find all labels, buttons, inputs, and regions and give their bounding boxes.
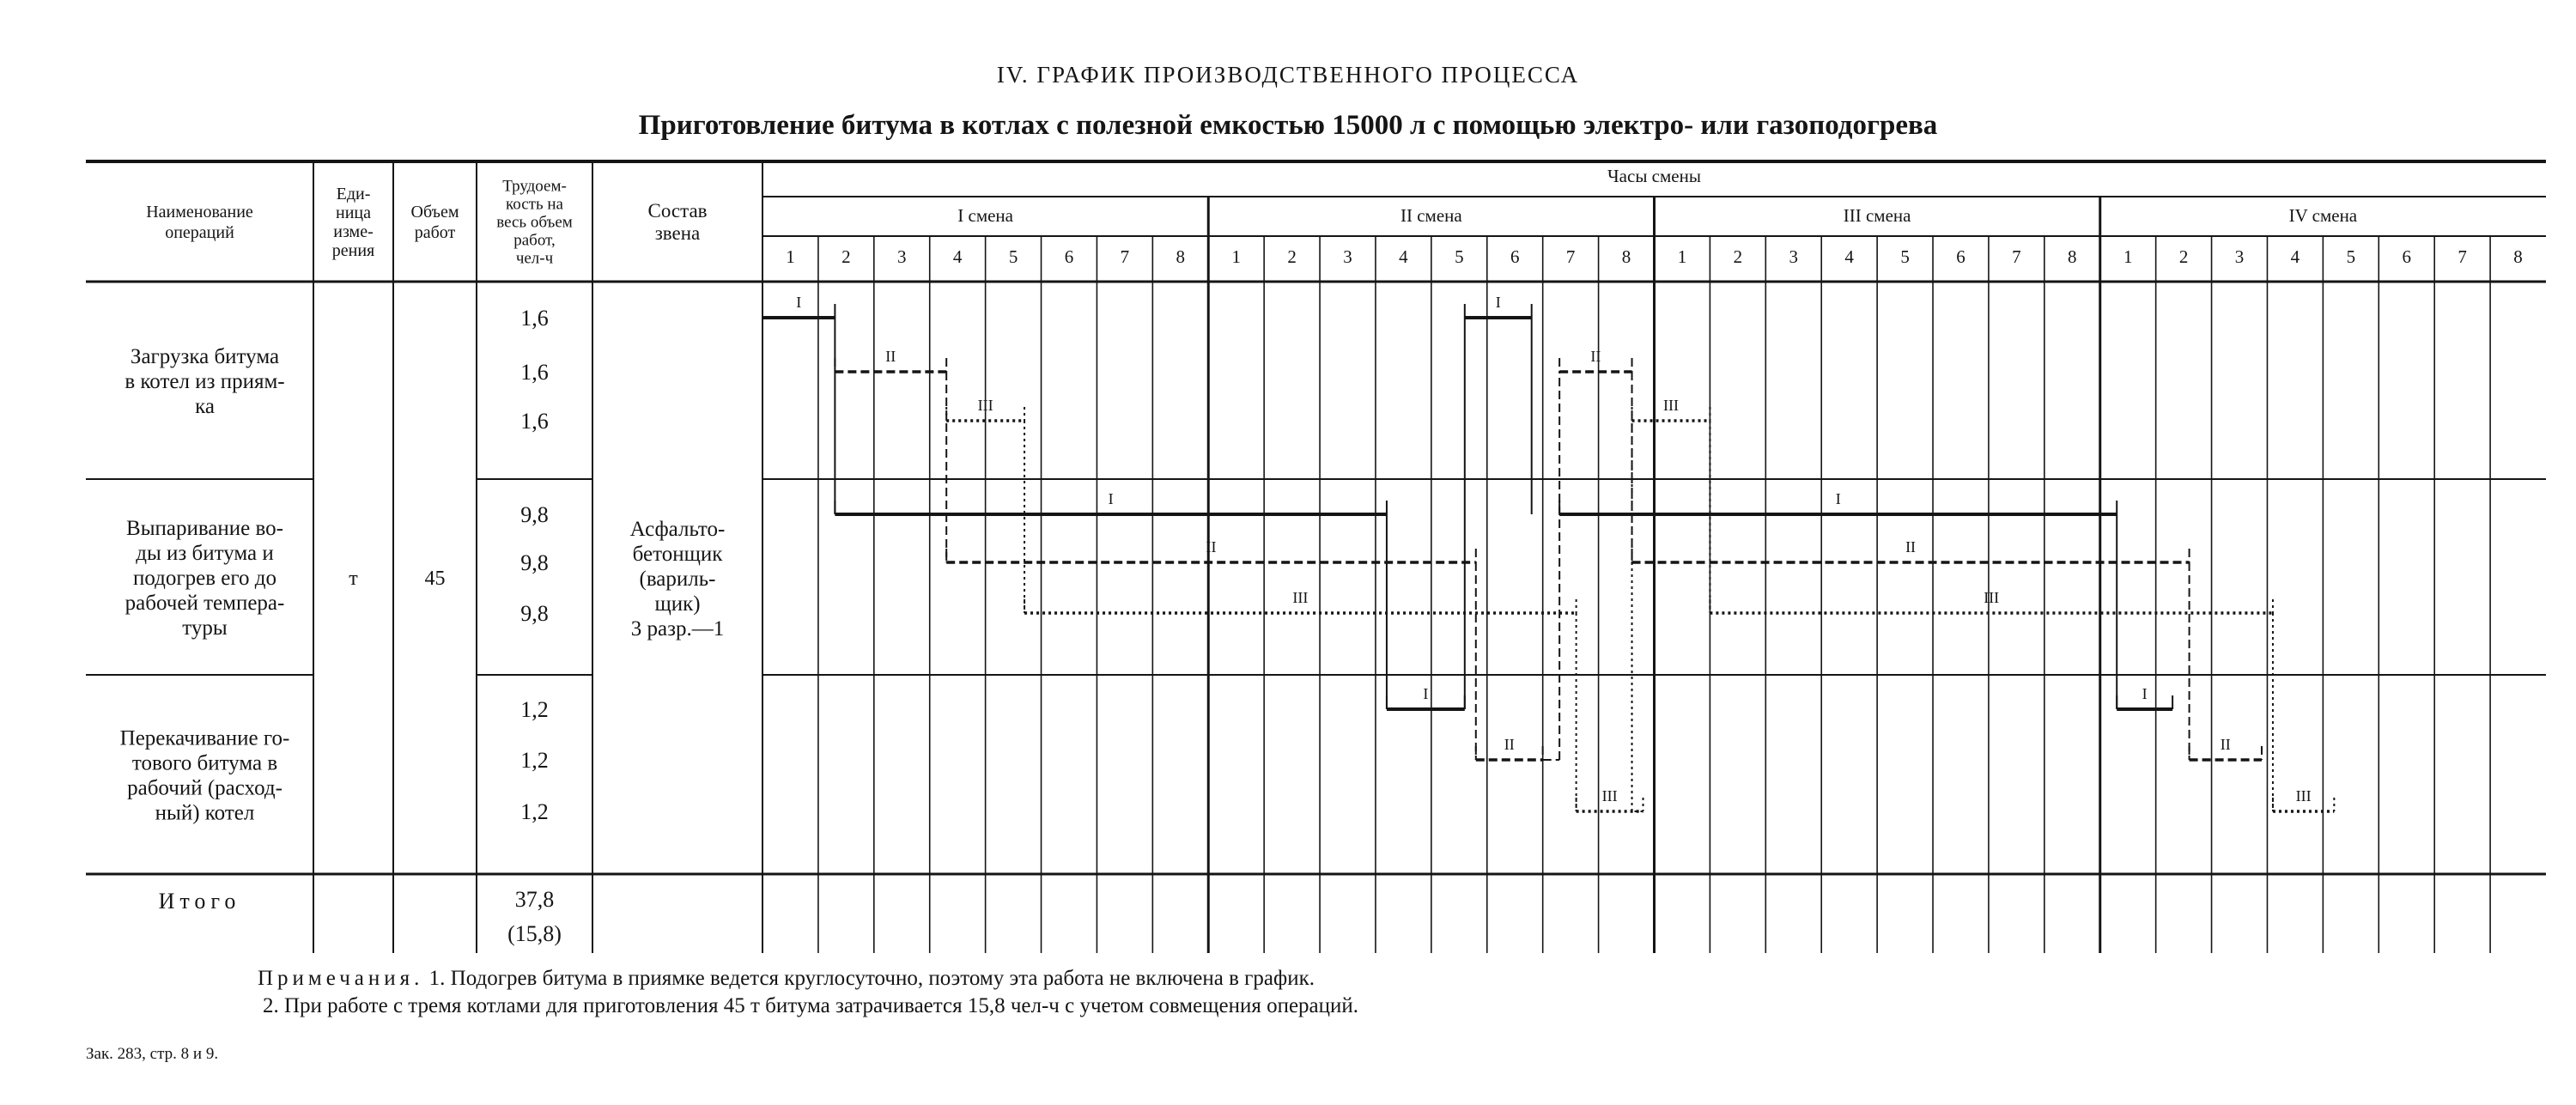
hour-number: 5: [1900, 246, 1910, 267]
hour-number: 6: [1064, 246, 1074, 267]
operation-name: в котел из приям-: [125, 369, 285, 393]
hour-number: 8: [1176, 246, 1186, 267]
hour-number: 1: [786, 246, 795, 267]
volume-header: работ: [414, 223, 456, 242]
volume-value: 45: [424, 568, 446, 590]
operation-name: Загрузка битума: [130, 344, 280, 368]
operation-name: Перекачивание го-: [119, 726, 290, 750]
operation-name: ный) котел: [155, 801, 255, 825]
hour-number: 5: [2346, 246, 2356, 267]
crew-header: звена: [654, 222, 701, 245]
gantt-bar-label: I: [1835, 490, 1841, 507]
labor-value: 1,2: [520, 697, 549, 722]
note-1: [258, 967, 1315, 991]
unit-header: Еди-: [336, 185, 371, 203]
crew-value: щик): [654, 592, 701, 616]
labor-header: кость на: [506, 195, 563, 214]
footer-reference: Зак. 283, стр. 8 и 9.: [86, 1045, 219, 1063]
hour-number: 2: [2178, 246, 2189, 267]
shift-label: IV смена: [2288, 205, 2358, 226]
gantt-bar-label: III: [2295, 787, 2312, 804]
document-title: IV. ГРАФИК ПРОИЗВОДСТВЕННОГО ПРОЦЕССА: [996, 62, 1580, 88]
hour-number: 2: [1733, 246, 1743, 267]
labor-value: 1,2: [520, 748, 549, 773]
labor-header: весь объем: [496, 213, 573, 232]
gantt-bar-label: I: [1423, 685, 1429, 702]
hour-number: 6: [1956, 246, 1965, 267]
gantt-bar-label: I: [2142, 685, 2148, 702]
note-2: 2. При работе с тремя котлами для приготовления 45 т битума затрачивается 15,8 чел-ч с учетом совмещения операций.: [263, 994, 1359, 1017]
labor-value: 9,8: [520, 502, 549, 527]
gantt-bar-label: III: [1662, 397, 1679, 414]
operation-name: рабочей темпера-: [125, 591, 285, 615]
unit-header: ница: [336, 203, 371, 222]
hour-number: 1: [1677, 246, 1687, 267]
operation-name: рабочий (расход-: [127, 776, 283, 800]
operation-name: туры: [182, 616, 228, 640]
crew-value: (вариль-: [639, 567, 716, 591]
hour-number: 5: [1455, 246, 1464, 267]
hour-number: 8: [2068, 246, 2077, 267]
gantt-bar-label: III: [1292, 589, 1309, 606]
unit-value: т: [349, 568, 358, 590]
labor-value: 9,8: [520, 550, 549, 575]
document-subtitle: Приготовление битума в котлах с полезной емкостью 15000 л с помощью электро- или газоподогрева: [638, 110, 1938, 141]
hour-number: 7: [1120, 246, 1130, 267]
crew-value: 3 разр.—1: [630, 616, 725, 641]
hour-number: 2: [841, 246, 851, 267]
gantt-bar-label: I: [796, 294, 802, 311]
operation-name: ды из битума и: [136, 541, 274, 565]
labor-value: 1,6: [520, 409, 549, 434]
gantt-bar-label: III: [977, 397, 993, 414]
shift-label: II смена: [1400, 205, 1462, 226]
shift-label: I смена: [957, 205, 1013, 226]
gantt-bar-label: II: [885, 348, 896, 365]
hour-number: 1: [2123, 246, 2133, 267]
hour-number: 6: [1510, 246, 1520, 267]
gantt-bar-label: III: [1601, 787, 1618, 804]
gantt-bar-label: II: [2220, 736, 2231, 753]
operation-name: ка: [195, 394, 215, 418]
gantt-bar-label: I: [1108, 490, 1114, 507]
total-labor-value: 37,8: [514, 887, 555, 912]
operation-name: подогрев его до: [133, 566, 276, 590]
hour-number: 3: [2234, 246, 2245, 267]
gantt-bar-label: III: [1984, 589, 2000, 606]
crew-header: Состав: [647, 200, 708, 222]
operation-name: тового битума в: [131, 751, 278, 775]
crew-value: Асфальто-: [629, 517, 726, 541]
gantt-bar-label: II: [1504, 736, 1515, 753]
hour-number: 7: [2012, 246, 2021, 267]
hour-number: 5: [1008, 246, 1018, 267]
hours-header: Часы смены: [1607, 166, 1701, 186]
note-1-text: 1. Подогрев битума в приямке ведется круглосуточно, поэтому эта работа не включена в график.: [423, 967, 1315, 990]
hour-number: 8: [1621, 246, 1631, 267]
operation-name: Выпаривание во-: [126, 516, 283, 540]
hour-number: 7: [2458, 246, 2467, 267]
labor-value: 9,8: [520, 601, 549, 626]
unit-header: изме-: [333, 222, 374, 241]
total-label: Итого: [158, 889, 241, 914]
operation-header: Наименование: [146, 203, 253, 222]
gantt-bar-label: II: [1206, 538, 1217, 556]
labor-value: 1,6: [520, 360, 549, 385]
hour-number: 4: [1844, 246, 1854, 267]
hour-number: 4: [1399, 246, 1408, 267]
hour-number: 4: [952, 246, 963, 267]
hour-number: 2: [1287, 246, 1297, 267]
labor-header: Трудоем-: [502, 177, 567, 196]
notes-prefix: Примечания.: [258, 967, 424, 990]
hour-number: 3: [897, 246, 907, 267]
total-labor-combined: (15,8): [507, 921, 562, 946]
labor-header: чел-ч: [515, 249, 554, 268]
hour-number: 7: [1565, 246, 1576, 267]
labor-value: 1,2: [520, 799, 549, 824]
hour-number: 3: [1789, 246, 1799, 267]
gantt-bar-label: II: [1905, 538, 1917, 556]
hour-number: 6: [2402, 246, 2411, 267]
shift-label: III смена: [1843, 205, 1911, 226]
labor-header: работ,: [513, 231, 556, 250]
hour-number: 1: [1231, 246, 1241, 267]
gantt-bar-label: II: [1590, 348, 1601, 365]
volume-header: Объем: [410, 203, 459, 222]
hour-number: 3: [1343, 246, 1352, 267]
unit-header: рения: [331, 241, 375, 260]
hour-number: 8: [2513, 246, 2523, 267]
hour-number: 4: [2290, 246, 2300, 267]
operation-header: операций: [165, 223, 234, 242]
gantt-bar-label: I: [1495, 294, 1501, 311]
labor-value: 1,6: [520, 306, 549, 331]
crew-value: бетонщик: [632, 542, 723, 566]
